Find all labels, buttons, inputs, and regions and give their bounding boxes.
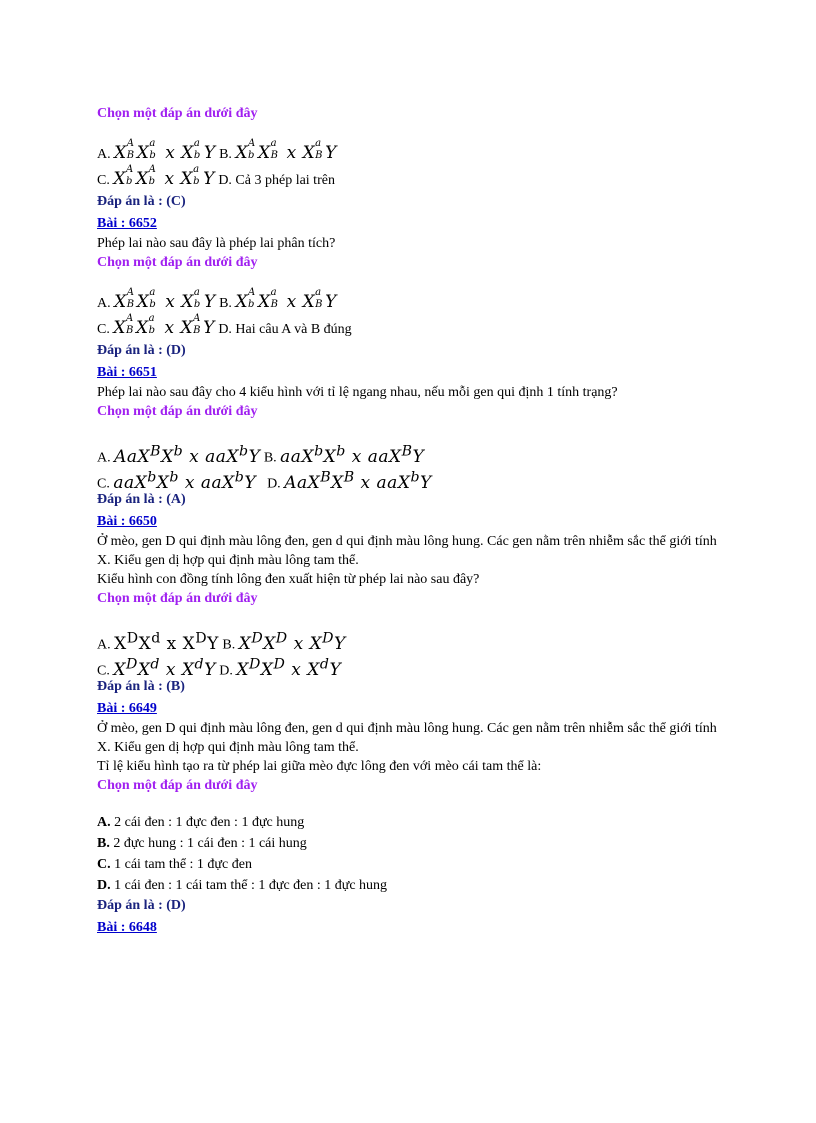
option-label: A.	[97, 450, 111, 466]
option-line	[97, 464, 737, 493]
bai-link[interactable]: Bài : 6648	[97, 920, 157, 935]
genotype-formula: $X^DX^D$ x $X^DY$	[238, 630, 346, 654]
bai-link[interactable]: Bài : 6651	[97, 365, 157, 380]
option-label: C.	[97, 173, 110, 188]
option-line	[97, 166, 737, 192]
choose-answer-prompt: Chọn một đáp án dưới đây	[97, 255, 258, 270]
option-label: B.	[219, 147, 232, 162]
choose-answer-prompt: Chọn một đáp án dưới đây	[97, 591, 258, 606]
genotype-formula: $aaX^bX^b$ x aaX$^b$Y	[113, 469, 257, 493]
option-label: D.	[267, 476, 281, 492]
option-line	[97, 625, 737, 654]
option-label: B.	[222, 637, 236, 653]
answer-text: Đáp án là : (A)	[97, 492, 186, 507]
bai-link[interactable]: Bài : 6650	[97, 514, 157, 529]
option-label: A.	[97, 296, 111, 311]
document-page	[97, 104, 737, 938]
genotype-formula: $AaX^BX^B$ x aaX$^b$Y	[284, 469, 432, 493]
option-b: B. 2 đực hung : 1 cái đen : 1 cái hung	[97, 836, 307, 851]
bai-link[interactable]: Bài : 6649	[97, 701, 157, 716]
genotype-formula: $X^DX^D$ x $X^dY$	[236, 656, 342, 680]
question-text: Kiểu hình con đồng tính lông đen xuất hiện từ phép lai nào sau đây?	[97, 572, 480, 587]
genotype-formula: X A B X a b x X a b Y	[114, 138, 216, 163]
genotype-formula: $AaX^BX^b$ x aaX$^b$Y	[114, 443, 261, 467]
option-label: D.	[219, 663, 233, 679]
genotype-formula: X A b X A b x X a b Y	[113, 164, 215, 189]
option-line	[97, 315, 737, 341]
option-line	[97, 438, 737, 467]
genotype-formula: $X^DX^d$ x $X^dY$	[113, 656, 216, 680]
question-text: Ở mèo, gen D qui định màu lông đen, gen d qui định màu lông hung. Các gen nằm trên nhiễm sắc thể giới tính X. Kiểu gen dị hợp qui định màu lông tam thể.	[97, 534, 717, 568]
genotype-formula: X A B X a b x X a b Y	[114, 287, 216, 312]
option-d: D. 1 cái đen : 1 cái tam thể : 1 đực đen : 1 đực hung	[97, 878, 388, 893]
option-label: C.	[97, 322, 110, 337]
question-text: Phép lai nào sau đây cho 4 kiểu hình với tỉ lệ ngang nhau, nếu mỗi gen qui định 1 tính trạng?	[97, 385, 618, 400]
option-a: A. 2 cái đen : 1 đực đen : 1 đực hung	[97, 815, 305, 830]
answer-text: Đáp án là : (D)	[97, 343, 186, 358]
bai-link[interactable]: Bài : 6652	[97, 216, 157, 231]
option-label: A.	[97, 637, 111, 653]
genotype-formula: X A b X a B x X a B Y	[235, 287, 337, 312]
option-line	[97, 289, 737, 315]
answer-text: Đáp án là : (D)	[97, 898, 186, 913]
option-d-text: D. Hai câu A và B đúng	[218, 322, 352, 337]
option-label: B.	[263, 450, 277, 466]
option-label: B.	[219, 296, 232, 311]
choose-answer-prompt: Chọn một đáp án dưới đây	[97, 106, 258, 121]
option-label: C.	[97, 476, 110, 492]
question-text: Tỉ lệ kiểu hình tạo ra từ phép lai giữa mèo đực lông đen với mèo cái tam thể là:	[97, 759, 542, 774]
genotype-formula: $aaX^bX^b$ x aaX$^B$Y	[280, 443, 425, 467]
genotype-formula: X A b X a B x X a B Y	[235, 138, 337, 163]
choose-answer-prompt: Chọn một đáp án dưới đây	[97, 778, 258, 793]
answer-text: Đáp án là : (C)	[97, 194, 186, 209]
answer-text: Đáp án là : (B)	[97, 679, 185, 694]
question-text: Phép lai nào sau đây là phép lai phân tích?	[97, 236, 336, 251]
option-d-text: D. Cả 3 phép lai trên	[218, 173, 335, 188]
choose-answer-prompt: Chọn một đáp án dưới đây	[97, 404, 258, 419]
option-label: C.	[97, 663, 110, 679]
option-label: A.	[97, 147, 111, 162]
option-line	[97, 140, 737, 166]
option-c: C. 1 cái tam thể : 1 đực đen	[97, 857, 252, 872]
genotype-formula: $X^DX^d$ x $X^DY$	[114, 630, 219, 654]
question-text: Ở mèo, gen D qui định màu lông đen, gen d qui định màu lông hung. Các gen nằm trên nhiễm sắc thể giới tính X. Kiểu gen dị hợp qui định màu lông tam thể.	[97, 721, 717, 755]
genotype-formula: X A B X a b x X A B Y	[113, 313, 215, 338]
option-line	[97, 651, 737, 680]
